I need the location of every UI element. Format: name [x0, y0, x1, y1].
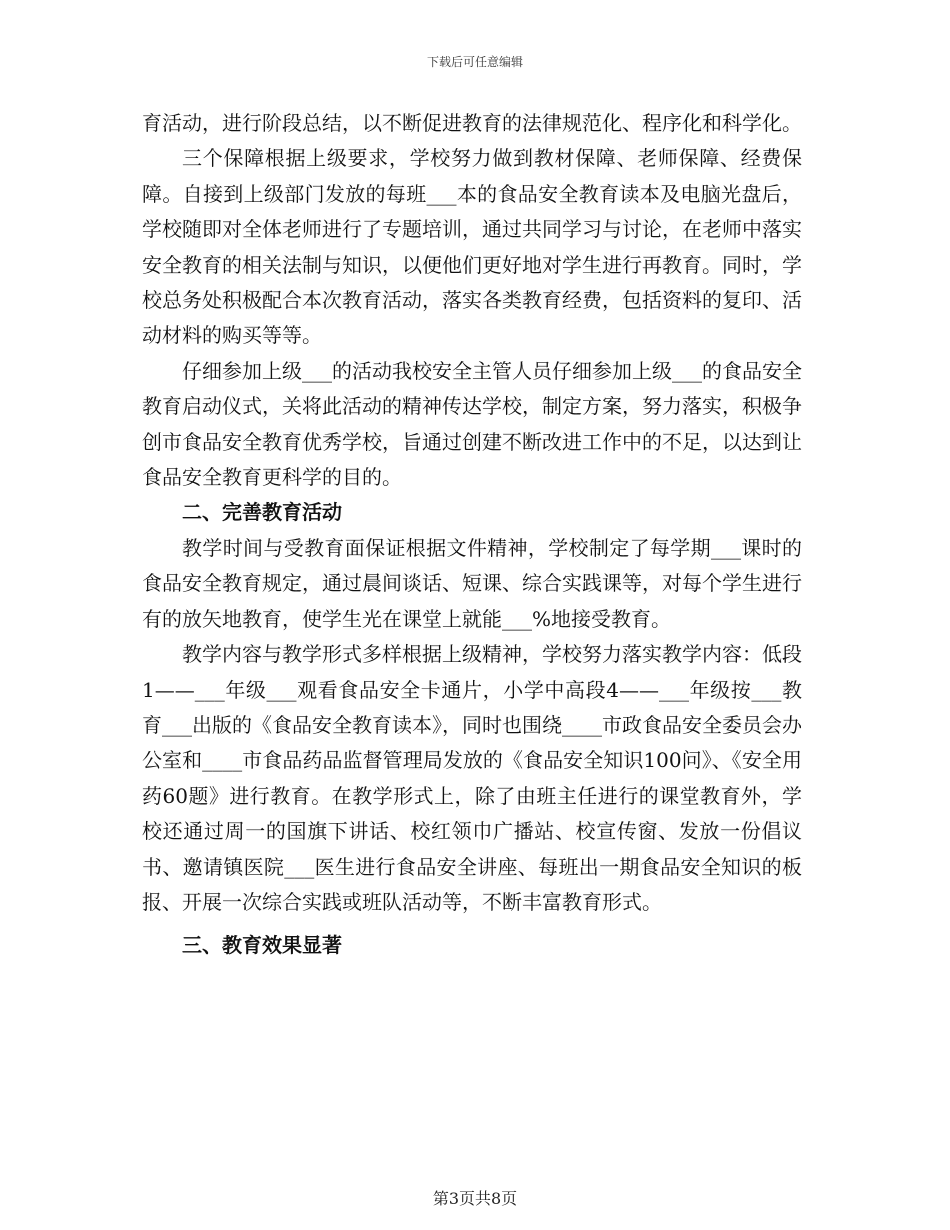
paragraph-teaching-content: 教学内容与教学形式多样根据上级精神，学校努力落实教学内容：低段1——___年级___观看食品安全卡通片，小学中高段4——___年级按___教育___出版的《食品安全教育读本》，同时也围绕____市政食品安全委员会办公室和____市食品药品监督管理局发放的《食品安全知识100问》、《安全用药60题》进行教育。在教学形式上，除了由班主任进行的课堂教育外，学校还通过周一的国旗下讲话、校红领巾广播站、校宣传窗、发放一份倡议书、邀请镇医院___医生进行食品安全讲座、每班出一期食品安全知识的板报、开展一次综合实践或班队活动等，不断丰富教育形式。: [142, 642, 802, 914]
document-body: [142, 106, 802, 964]
paragraph-participation: 仔细参加上级___的活动我校安全主管人员仔细参加上级___的食品安全教育启动仪式，关将此活动的精神传达学校，制定方案，努力落实，积极争创市食品安全教育优秀学校，旨通过创建不断改进工作中的不足，以达到让食品安全教育更科学的目的。: [142, 358, 802, 490]
paragraph-teaching-time: 教学时间与受教育面保证根据文件精神，学校制定了每学期___课时的食品安全教育规定，通过晨间谈话、短课、综合实践课等，对每个学生进行有的放矢地教育，使学生光在课堂上就能___%地接受教育。: [142, 535, 802, 631]
paragraph-continued: 育活动，进行阶段总结，以不断促进教育的法律规范化、程序化和科学化。: [142, 111, 802, 135]
paragraph-guarantees: 三个保障根据上级要求，学校努力做到教材保障、老师保障、经费保障。自接到上级部门发放的每班___本的食品安全教育读本及电脑光盘后，学校随即对全体老师进行了专题培训，通过共同学习与讨论，在老师中落实安全教育的相关法制与知识，以便他们更好地对学生进行再教育。同时，学校总务处积极配合本次教育活动，落实各类教育经费，包括资料的复印、活动材料的购买等等。: [142, 146, 802, 348]
page-number: 第3页共8页: [432, 1189, 518, 1208]
section-heading-education-results: 三、教育效果显著: [182, 933, 342, 958]
section-heading-improve-activities: 二、完善教育活动: [182, 500, 342, 525]
page-header: 下载后可任意编辑: [426, 55, 523, 69]
